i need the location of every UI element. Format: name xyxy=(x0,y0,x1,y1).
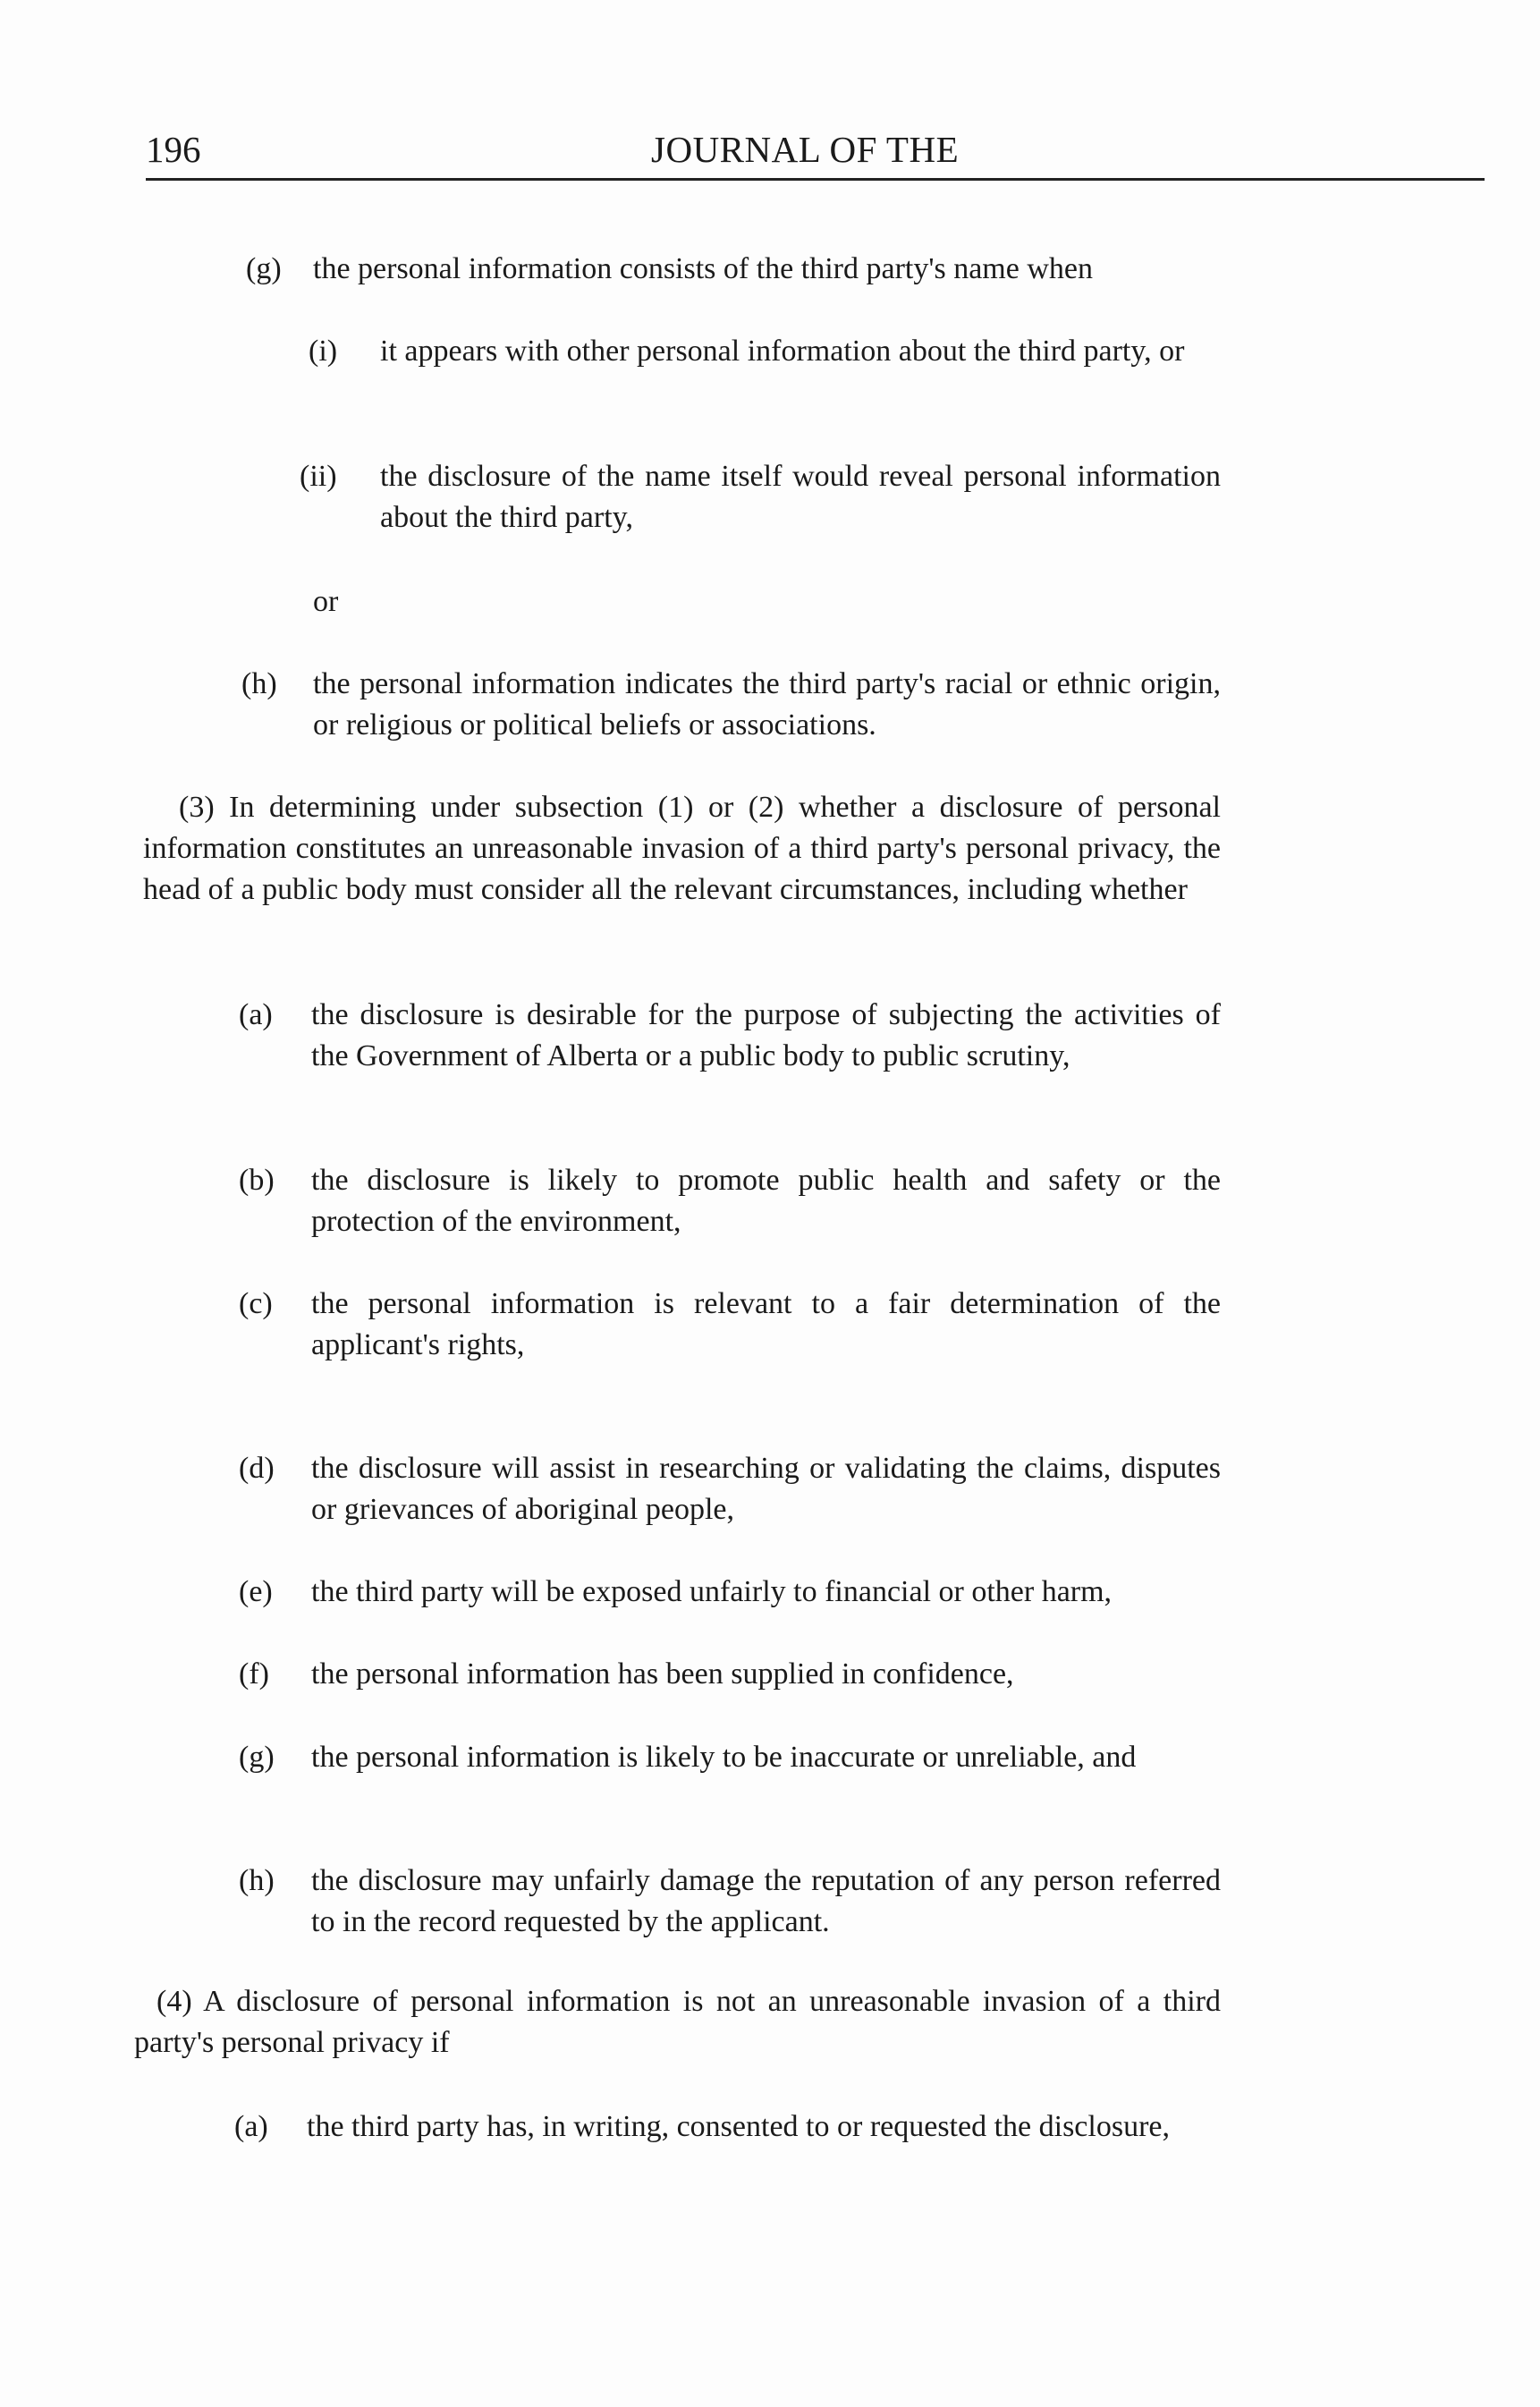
s3-clause-text-h: the disclosure may unfairly damage the reputation of any person referred to in the record requested by the applicant. xyxy=(311,1864,1221,1938)
s3-clause-label-a: (a) xyxy=(239,998,273,1031)
clause-label-h: (h) xyxy=(241,667,277,700)
page-number: 196 xyxy=(146,129,201,170)
page-header xyxy=(146,128,1485,181)
subclause-text-i: it appears with other personal information about the third party, or xyxy=(380,335,1185,368)
s3-clause-text-f: the personal information has been supplied in confidence, xyxy=(311,1657,1014,1691)
clause-text-g: the personal information consists of the third party's name when xyxy=(313,252,1093,285)
s3-clause-label-h: (h) xyxy=(239,1864,275,1897)
s3-clause-text-c: the personal information is relevant to a fair determination of the applicant's rights, xyxy=(311,1287,1221,1361)
s4-clause-text-a: the third party has, in writing, consented to or requested the disclosure, xyxy=(307,2110,1170,2143)
s4-clause-label-a: (a) xyxy=(234,2110,268,2143)
s3-clause-label-d: (d) xyxy=(239,1452,275,1485)
s3-clause-text-b: the disclosure is likely to promote public health and safety or the protection of the environment, xyxy=(311,1164,1221,1238)
s3-clause-label-c: (c) xyxy=(239,1287,273,1320)
subclause-label-i: (i) xyxy=(309,335,338,368)
s3-clause-text-g: the personal information is likely to be inaccurate or unreliable, and xyxy=(311,1741,1137,1774)
conjunction-or: or xyxy=(313,585,339,618)
subsection-3-intro: (3) In determining under subsection (1) or (2) whether a disclosure of personal information constitutes an unreasonable invasion of a third party's personal privacy, the head of a public body must consider all the relevant circumstances, including whether xyxy=(143,791,1221,906)
subclause-label-ii: (ii) xyxy=(300,460,337,493)
s3-clause-label-g: (g) xyxy=(239,1741,275,1774)
subsection-4-intro: (4) A disclosure of personal information is not an unreasonable invasion of a third party's personal privacy if xyxy=(134,1985,1221,2059)
clause-label-g: (g) xyxy=(246,252,282,285)
subclause-text-ii: the disclosure of the name itself would reveal personal information about the third party, xyxy=(380,460,1221,534)
s3-clause-label-b: (b) xyxy=(239,1164,275,1197)
s3-clause-text-d: the disclosure will assist in researching or validating the claims, disputes or grievances of aboriginal people, xyxy=(311,1452,1221,1526)
clause-text-h: the personal information indicates the third party's racial or ethnic origin, or religious or political beliefs or associations. xyxy=(313,667,1221,742)
s3-clause-text-e: the third party will be exposed unfairly to financial or other harm, xyxy=(311,1575,1113,1608)
s3-clause-text-a: the disclosure is desirable for the purpose of subjecting the activities of the Government of Alberta or a public body to public scrutiny, xyxy=(311,998,1221,1072)
s3-clause-label-f: (f) xyxy=(239,1657,269,1691)
s3-clause-label-e: (e) xyxy=(239,1575,273,1608)
running-title: JOURNAL OF THE xyxy=(651,129,960,170)
